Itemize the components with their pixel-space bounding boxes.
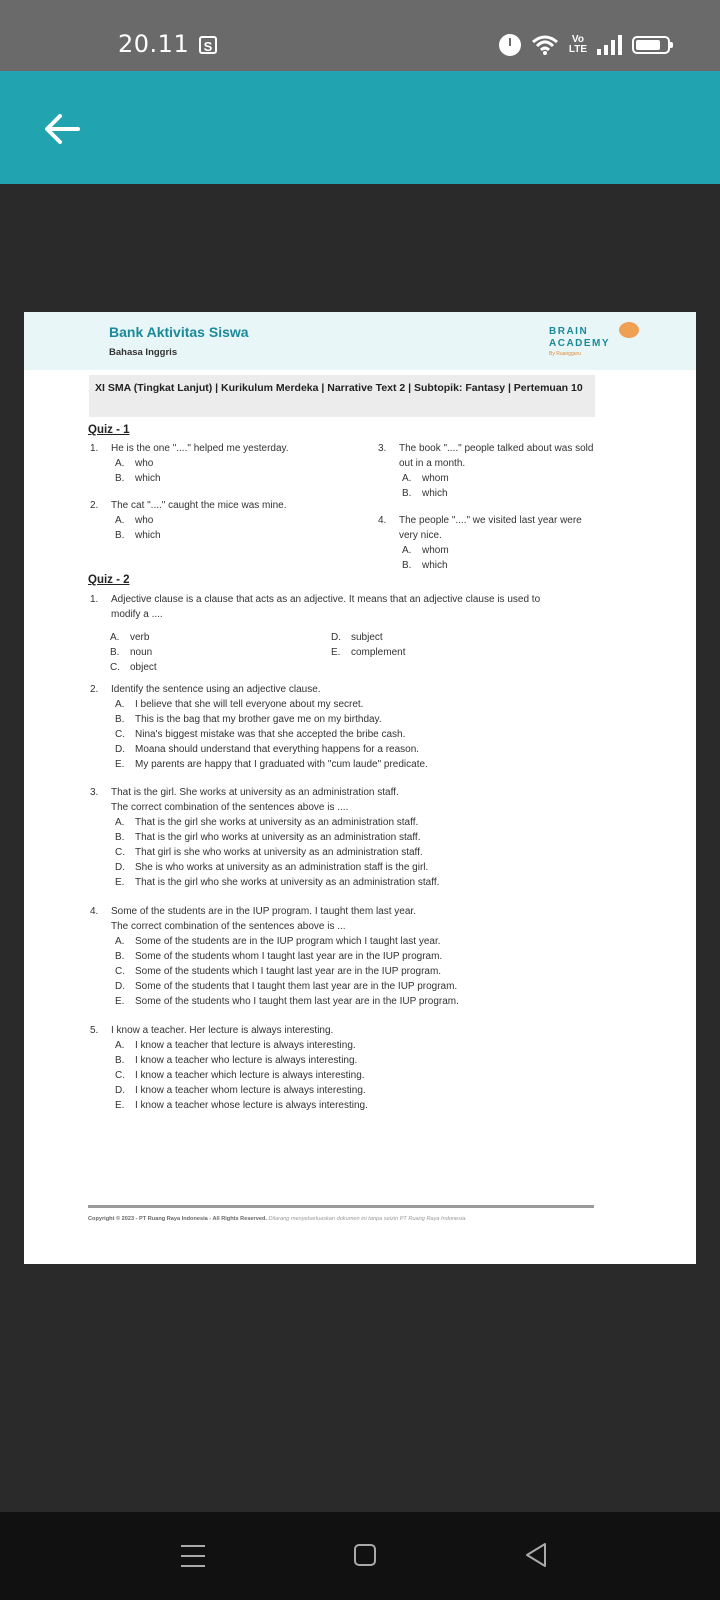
quiz2-q5-option-d[interactable] bbox=[115, 1083, 366, 1098]
quiz2-q1-option-c[interactable] bbox=[110, 660, 157, 675]
quiz1-q3-option-b[interactable] bbox=[402, 486, 448, 501]
system-nav-bar bbox=[0, 1512, 720, 1600]
wifi-icon bbox=[531, 34, 559, 56]
option-text: who bbox=[135, 515, 154, 526]
quiz1-q1-number: 1. bbox=[90, 443, 99, 454]
option-text: This is the bag that my brother gave me on my birthday. bbox=[135, 714, 382, 725]
option-letter: A. bbox=[110, 632, 120, 643]
option-letter: D. bbox=[115, 744, 125, 755]
option-letter: C. bbox=[115, 729, 125, 740]
option-letter: B. bbox=[402, 488, 412, 499]
option-letter: A. bbox=[115, 936, 125, 947]
quiz2-q3-option-e[interactable] bbox=[115, 875, 439, 890]
option-text: subject bbox=[351, 632, 383, 643]
app-bar bbox=[0, 71, 720, 184]
quiz2-q3-line1: That is the girl. She works at university as an administration staff. bbox=[111, 787, 399, 798]
option-text: which bbox=[422, 560, 448, 571]
quiz2-q4-option-e[interactable] bbox=[115, 994, 459, 1009]
quiz1-q3-line2: out in a month. bbox=[399, 458, 466, 469]
option-letter: A. bbox=[402, 545, 412, 556]
brain-icon bbox=[619, 322, 639, 338]
option-letter: A. bbox=[115, 699, 125, 710]
quiz2-q4-line2: The correct combination of the sentences above is ... bbox=[111, 921, 346, 932]
quiz2-q1-option-e[interactable] bbox=[331, 645, 405, 660]
alarm-icon bbox=[499, 34, 521, 56]
info-box: XI SMA (Tingkat Lanjut) | Kurikulum Merdeka | Narrative Text 2 | Subtopik: Fantasy | Pertemuan 10 bbox=[89, 375, 595, 417]
option-text: I know a teacher who lecture is always interesting. bbox=[135, 1055, 358, 1066]
quiz1-q2-option-a[interactable] bbox=[115, 513, 153, 528]
option-text: Moana should understand that everything happens for a reason. bbox=[135, 744, 420, 755]
quiz2-q4-number: 4. bbox=[90, 906, 99, 917]
option-text: object bbox=[130, 662, 157, 673]
quiz2-q2-option-a[interactable] bbox=[115, 697, 363, 712]
nav-back-icon[interactable] bbox=[524, 1542, 548, 1568]
option-text: which bbox=[135, 473, 161, 484]
clock: 20.11 bbox=[118, 30, 190, 58]
option-letter: E. bbox=[115, 1100, 125, 1111]
quiz2-q2-option-d[interactable] bbox=[115, 742, 419, 757]
quiz2-q4-line1: Some of the students are in the IUP program. I taught them last year. bbox=[111, 906, 416, 917]
option-letter: C. bbox=[110, 662, 120, 673]
quiz1-q3-number: 3. bbox=[378, 443, 387, 454]
option-letter: A. bbox=[402, 473, 412, 484]
option-letter: D. bbox=[115, 862, 125, 873]
quiz1-q4-line1: The people "...." we visited last year were bbox=[399, 515, 582, 526]
quiz2-q1-line2: modify a .... bbox=[111, 609, 163, 620]
option-letter: B. bbox=[115, 951, 125, 962]
option-letter: C. bbox=[115, 1070, 125, 1081]
option-letter: D. bbox=[115, 981, 125, 992]
option-letter: C. bbox=[115, 966, 125, 977]
quiz1-q2-number: 2. bbox=[90, 500, 99, 511]
option-text: She is who works at university as an administration staff is the girl. bbox=[135, 862, 429, 873]
quiz2-q5-text: I know a teacher. Her lecture is always interesting. bbox=[111, 1025, 334, 1036]
quiz1-q1-option-a[interactable] bbox=[115, 456, 153, 471]
quiz2-q1-option-d[interactable] bbox=[331, 630, 383, 645]
quiz1-q4-option-a[interactable] bbox=[402, 543, 449, 558]
quiz2-q1-line1: Adjective clause is a clause that acts as an adjective. It means that an adjective clause is used to bbox=[111, 594, 541, 605]
option-letter: E. bbox=[115, 996, 125, 1007]
quiz1-q4-number: 4. bbox=[378, 515, 387, 526]
quiz2-q4-option-a[interactable] bbox=[115, 934, 441, 949]
option-letter: C. bbox=[115, 847, 125, 858]
option-letter: B. bbox=[115, 714, 125, 725]
recent-apps-icon[interactable] bbox=[181, 1545, 205, 1567]
shopping-bag-icon: S bbox=[199, 36, 217, 54]
quiz2-q1-option-a[interactable] bbox=[110, 630, 149, 645]
quiz2-q5-number: 5. bbox=[90, 1025, 99, 1036]
quiz2-q2-option-b[interactable] bbox=[115, 712, 382, 727]
logo-line1: BRAIN bbox=[549, 326, 589, 337]
logo-line3: By Ruangguru bbox=[549, 351, 581, 357]
quiz1-q1-text: He is the one "...." helped me yesterday. bbox=[111, 443, 289, 454]
option-text: verb bbox=[130, 632, 150, 643]
option-text: Some of the students are in the IUP program which I taught last year. bbox=[135, 936, 441, 947]
option-text: whom bbox=[422, 545, 449, 556]
option-letter: E. bbox=[331, 647, 341, 658]
quiz2-q3-number: 3. bbox=[90, 787, 99, 798]
option-letter: B. bbox=[115, 832, 125, 843]
option-text: which bbox=[422, 488, 448, 499]
option-text: That girl is she who works at university as an administration staff. bbox=[135, 847, 423, 858]
volte-icon bbox=[569, 35, 587, 55]
option-text: I know a teacher whom lecture is always interesting. bbox=[135, 1085, 366, 1096]
quiz2-q2-option-c[interactable] bbox=[115, 727, 405, 742]
option-letter: A. bbox=[115, 817, 125, 828]
quiz2-q3-option-b[interactable] bbox=[115, 830, 421, 845]
option-text: Some of the students that I taught them last year are in the IUP program. bbox=[135, 981, 458, 992]
document-header bbox=[24, 312, 696, 370]
document-page[interactable] bbox=[24, 312, 696, 1264]
option-text: Some of the students which I taught last year are in the IUP program. bbox=[135, 966, 442, 977]
quiz2-q3-option-a[interactable] bbox=[115, 815, 418, 830]
quiz1-q4-option-b[interactable] bbox=[402, 558, 448, 573]
option-text: Some of the students whom I taught last year are in the IUP program. bbox=[135, 951, 443, 962]
option-text: I know a teacher that lecture is always interesting. bbox=[135, 1040, 356, 1051]
option-text: That is the girl who works at university as an administration staff. bbox=[135, 832, 421, 843]
quiz1-title: Quiz - 1 bbox=[88, 424, 130, 436]
home-icon[interactable] bbox=[354, 1544, 376, 1566]
quiz1-q2-text: The cat "...." caught the mice was mine. bbox=[111, 500, 287, 511]
footer bbox=[88, 1216, 467, 1222]
quiz1-q3-line1: The book "...." people talked about was sold bbox=[399, 443, 594, 454]
quiz2-q2-number: 2. bbox=[90, 684, 99, 695]
quiz2-q2-option-e[interactable] bbox=[115, 757, 428, 772]
battery-icon bbox=[632, 36, 670, 54]
option-text: Some of the students who I taught them last year are in the IUP program. bbox=[135, 996, 459, 1007]
brain-academy-logo bbox=[549, 322, 629, 362]
option-text: I know a teacher which lecture is always interesting. bbox=[135, 1070, 365, 1081]
quiz2-q3-option-d[interactable] bbox=[115, 860, 428, 875]
option-text: That is the girl she works at university as an administration staff. bbox=[135, 817, 419, 828]
document-subtitle: Bahasa Inggris bbox=[109, 347, 178, 358]
quiz1-q3-option-a[interactable] bbox=[402, 471, 449, 486]
quiz2-q5-option-a[interactable] bbox=[115, 1038, 356, 1053]
option-letter: D. bbox=[115, 1085, 125, 1096]
back-arrow-icon[interactable] bbox=[40, 107, 84, 151]
option-letter: B. bbox=[115, 530, 125, 541]
footer-copyright: Copyright © 2023 - PT Ruang Raya Indonesia - All Rights Reserved. bbox=[88, 1216, 267, 1222]
option-text: complement bbox=[351, 647, 406, 658]
logo-line2: ACADEMY bbox=[549, 338, 611, 349]
option-letter: E. bbox=[115, 877, 125, 888]
quiz2-q3-option-c[interactable] bbox=[115, 845, 423, 860]
option-letter: A. bbox=[115, 515, 125, 526]
footer-notice: Dilarang menyebarluaskan dokumen ini tanpa seizin PT Ruang Raya Indonesia. bbox=[268, 1216, 467, 1222]
quiz2-q5-option-b[interactable] bbox=[115, 1053, 357, 1068]
option-text: I know a teacher whose lecture is always interesting. bbox=[135, 1100, 368, 1111]
status-bar bbox=[0, 0, 720, 71]
option-letter: B. bbox=[115, 473, 125, 484]
footer-divider bbox=[88, 1205, 594, 1208]
quiz2-q5-option-e[interactable] bbox=[115, 1098, 368, 1113]
quiz2-q4-option-d[interactable] bbox=[115, 979, 457, 994]
quiz2-q4-option-b[interactable] bbox=[115, 949, 442, 964]
quiz2-title: Quiz - 2 bbox=[88, 574, 130, 586]
option-letter: B. bbox=[110, 647, 120, 658]
option-letter: A. bbox=[115, 1040, 125, 1051]
option-text: My parents are happy that I graduated with "cum laude" predicate. bbox=[135, 759, 428, 770]
option-letter: D. bbox=[331, 632, 341, 643]
document-title: Bank Aktivitas Siswa bbox=[109, 324, 249, 340]
quiz2-q1-number: 1. bbox=[90, 594, 99, 605]
option-text: which bbox=[135, 530, 161, 541]
option-text: whom bbox=[422, 473, 449, 484]
option-letter: E. bbox=[115, 759, 125, 770]
option-letter: A. bbox=[115, 458, 125, 469]
quiz1-q4-line2: very nice. bbox=[399, 530, 442, 541]
quiz1-q2-option-b[interactable] bbox=[115, 528, 161, 543]
option-text: That is the girl who she works at university as an administration staff. bbox=[135, 877, 440, 888]
option-text: who bbox=[135, 458, 154, 469]
option-text: noun bbox=[130, 647, 153, 658]
quiz2-q3-line2: The correct combination of the sentences above is .... bbox=[111, 802, 349, 813]
quiz2-q1-option-b[interactable] bbox=[110, 645, 152, 660]
option-letter: B. bbox=[115, 1055, 125, 1066]
signal-icon bbox=[597, 35, 622, 55]
option-text: Nina's biggest mistake was that she accepted the bribe cash. bbox=[135, 729, 406, 740]
volte-top-label: Vo bbox=[571, 34, 584, 45]
quiz2-q4-option-c[interactable] bbox=[115, 964, 441, 979]
quiz2-q2-text: Identify the sentence using an adjective clause. bbox=[111, 684, 321, 695]
option-text: I believe that she will tell everyone about my secret. bbox=[135, 699, 364, 710]
quiz2-q5-option-c[interactable] bbox=[115, 1068, 365, 1083]
option-letter: B. bbox=[402, 560, 412, 571]
quiz1-q1-option-b[interactable] bbox=[115, 471, 161, 486]
volte-bottom-label: LTE bbox=[568, 44, 587, 55]
